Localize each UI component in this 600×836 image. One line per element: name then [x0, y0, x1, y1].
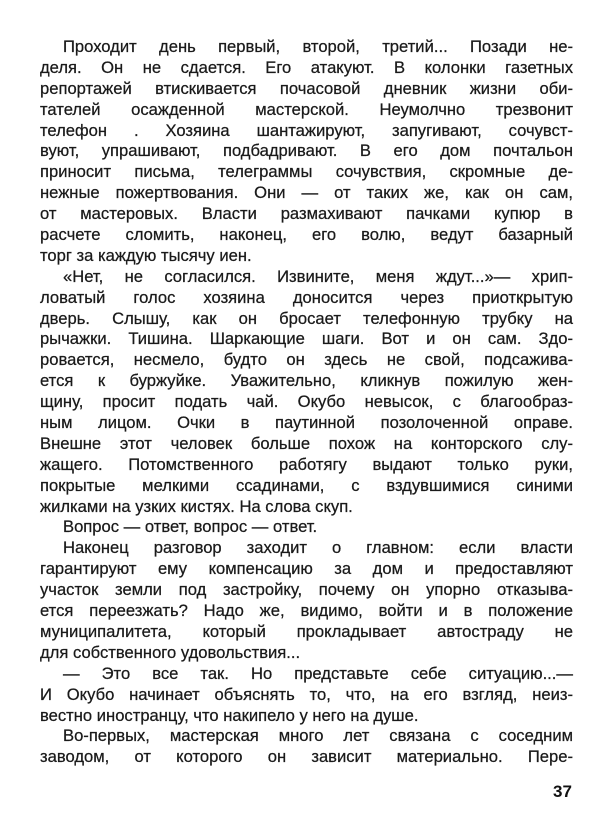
text-line: вуют, упрашивают, подбадривают. В его дом почтальон	[40, 141, 573, 161]
text-line: тателей осажденной мастерской. Неумолчно трезвонит	[40, 99, 573, 119]
text-line: репортажей втискивается почасовой дневник жизни оби-	[40, 78, 573, 98]
text-line: Внешне этот человек больше похож на конторского слу-	[40, 433, 573, 453]
text-line: ловатый голос хозяина доносится через приоткрытую	[40, 287, 573, 307]
text-line: ется к буржуйке. Уважительно, кликнув пожилую жен-	[40, 371, 573, 391]
text-line: Наконец разговор заходит о главном: если власти	[63, 538, 573, 558]
paragraph	[40, 726, 573, 768]
text-line: жащего. Потомственного работягу выдают только руки,	[40, 454, 573, 474]
text-line: муниципалитета, который прокладывает автостраду не	[40, 621, 573, 641]
text-line: «Нет, не согласился. Извините, меня ждут...»— хрип-	[63, 266, 573, 286]
paragraph	[40, 37, 573, 267]
text-line: вестно иностранцу, что накипело у него на душе.	[40, 705, 419, 725]
text-line: для собственного удовольствия...	[40, 642, 301, 662]
paragraph	[40, 664, 573, 727]
text-line: ным лицом. Очки в паутинной позолоченной оправе.	[40, 413, 573, 433]
text-line: Проходит день первый, второй, третий... Позади не-	[63, 37, 573, 56]
text-line: покрытые мелкими ссадинами, с вздувшимися синими	[40, 475, 573, 495]
text-line: приносит письма, телеграммы сочувствия, скромные де-	[40, 162, 573, 182]
text-line: — Это все так. Но представьте себе ситуацию...—	[63, 663, 573, 683]
text-line: ровается, несмело, будто он здесь не свой, подсажива-	[40, 350, 573, 370]
text-line: участок земли под застройку, почему он упорно отказыва-	[40, 580, 573, 600]
text-line: заводом, от которого он зависит материально. Пере-	[40, 747, 573, 767]
page-number: 37	[553, 782, 572, 801]
text-line: дверь. Слышу, как он бросает телефонную трубку на	[40, 308, 573, 328]
text-line: Вопрос — ответ, вопрос — ответ.	[63, 517, 318, 537]
text-line: от мастеровых. Власти размахивают пачками купюр в	[40, 204, 573, 224]
text-line: нежные пожертвования. Они — от таких же, как он сам,	[40, 183, 573, 203]
text-line: Во-первых, мастерская много лет связана с соседним	[63, 726, 573, 746]
text-line: телефон . Хозяина шантажируют, запугивают, сочувст-	[40, 120, 573, 140]
text-line: щину, просит подать чай. Окубо невысок, с благообраз-	[40, 392, 573, 412]
text-line: И Окубо начинает объяснять то, что, на его взгляд, неиз-	[40, 684, 573, 704]
text-line: рычажки. Тишина. Шаркающие шаги. Вот и он сам. Здо-	[40, 329, 573, 349]
paragraph	[40, 267, 573, 518]
text-line: расчете сломить, наконец, его волю, ведут базарный	[40, 225, 573, 245]
text-line: торг за каждую тысячу иен.	[40, 245, 252, 265]
text-line: гарантируют ему компенсацию за дом и предоставляют	[40, 559, 573, 579]
text-line: ется переезжать? Надо же, видимо, войти и в положение	[40, 601, 573, 621]
text-line: деля. Он не сдается. Его атакуют. В колонки газетных	[40, 57, 573, 77]
paragraph	[40, 538, 573, 663]
paragraph	[40, 517, 573, 538]
body-text	[40, 37, 573, 768]
text-line: жилками на узких кистях. На слова скуп.	[40, 496, 353, 516]
